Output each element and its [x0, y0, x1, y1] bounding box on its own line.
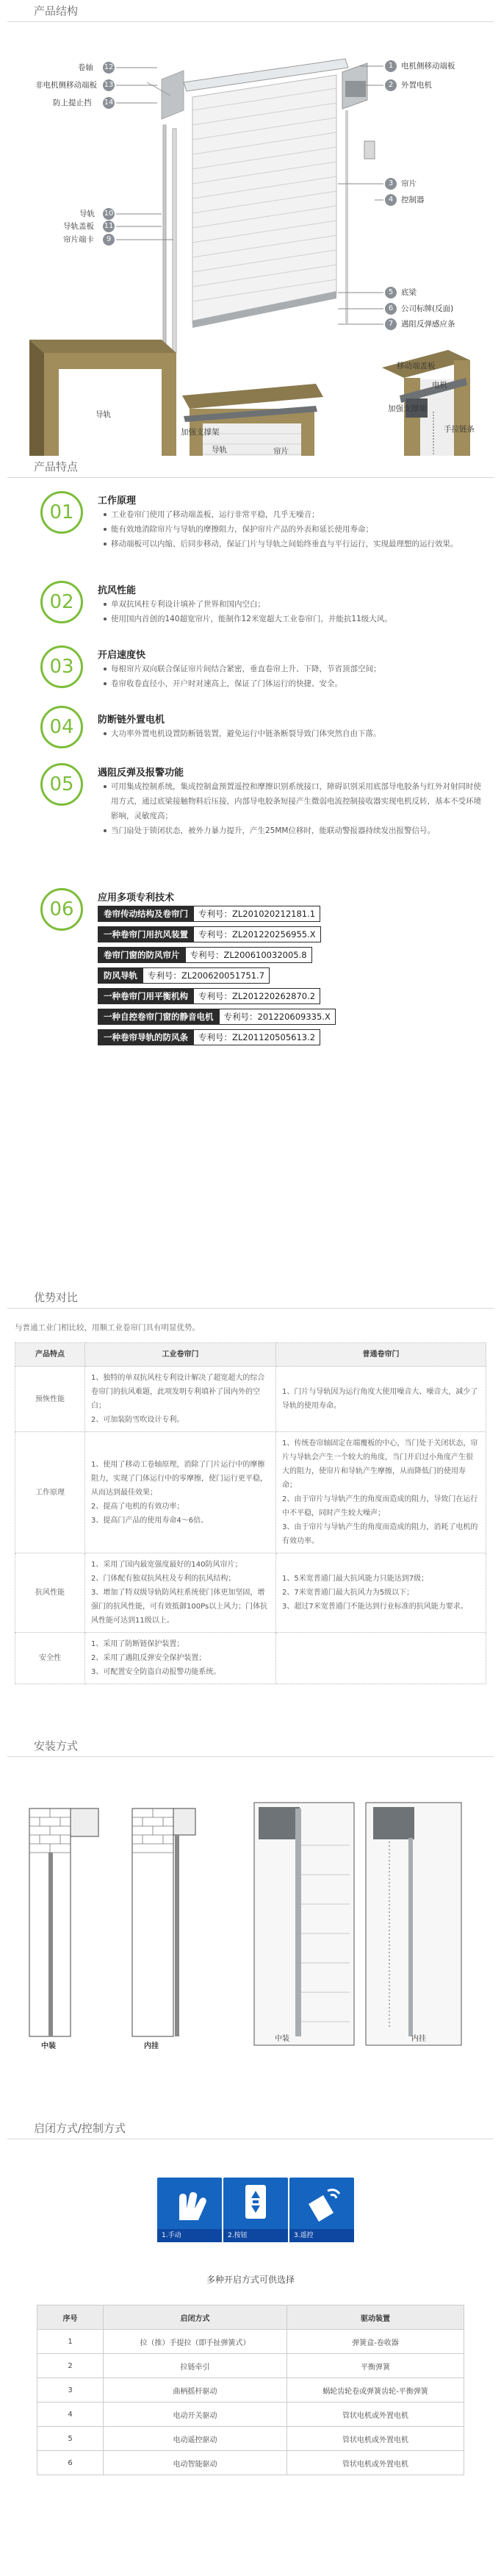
part-label-bottom-beam: 底梁: [401, 288, 417, 297]
section-heading: 产品特点: [7, 456, 494, 478]
patent-row: [98, 967, 270, 984]
patent-row: [98, 1009, 336, 1025]
table-row: [37, 2354, 464, 2378]
structure-section: [0, 0, 501, 456]
part-number-badge: 10: [103, 208, 115, 220]
table-cell-line: 2、门体配有独双抗风柱及专利的抗风结构；: [91, 1575, 236, 1583]
patent-row: [98, 906, 320, 922]
install-label-motor: 电机: [432, 381, 447, 390]
patent-number: 专利号：ZL200620051751.7: [143, 967, 270, 984]
startup-table: [37, 2305, 464, 2475]
feature-number-badge: 03: [40, 645, 83, 688]
section-heading: 产品结构: [7, 0, 494, 22]
table-cell-line: 2、采用了遇阻反弹安全保护装置；: [91, 1654, 206, 1662]
install-label-slat: 帘片: [273, 447, 289, 456]
feature-title: 开启速度快: [98, 650, 146, 661]
feature-title: 应用多项专利技术: [98, 892, 175, 904]
install-caption: 内挂: [144, 2042, 159, 2050]
table-header: 工业卷帘门: [85, 1343, 276, 1367]
table-cell-key: 预恢性能: [15, 1367, 85, 1432]
table-row: [15, 1367, 486, 1432]
table-cell: 电动开关驱动: [104, 2403, 287, 2427]
part-label-slat-clip: 帘片端卡: [63, 235, 94, 244]
compare-table: [15, 1342, 486, 1684]
part-label-axle: 卷轴: [78, 63, 93, 72]
startup-subtitle: 多种开启方式可供选择: [206, 2275, 295, 2285]
table-cell-line: 3、由于帘片与导轨产生的角度而造成的阻力，消耗了电机的有效功率。: [282, 1523, 478, 1545]
table-cell-line: 1、门片与导轨因为运行角度大使用噪音大、噪音大，减少了导轨的使用寿命。: [282, 1388, 478, 1410]
table-row: [15, 1633, 486, 1684]
table-cell-key: 安全性: [15, 1633, 85, 1684]
table-cell-line: 1、独特的单双抗风柱专利设计解决了超宽超大的综合卷帘门的抗风难题，此项发明专利填补了国内外的空白；: [91, 1374, 265, 1410]
table-row: [37, 2427, 464, 2451]
part-number-badge: 9: [103, 234, 115, 246]
part-number-badge: 11: [103, 221, 115, 232]
table-row: [37, 2330, 464, 2354]
feature-title: 抗风性能: [98, 585, 137, 596]
table-cell-line: 2、可加装防雪吹设计专利。: [91, 1416, 184, 1424]
install-label-hand-chain: 手拉链条: [444, 425, 475, 434]
install-diagrams: [0, 1735, 501, 2117]
icon-caption: 3.遥控: [289, 2229, 354, 2242]
table-cell: 蜗轮齿轮卷或弹簧齿轮-平衡弹簧: [287, 2378, 464, 2403]
patent-name: 一种自控卷帘门窗的静音电机: [98, 1009, 220, 1025]
part-label-motor: 外置电机: [401, 81, 432, 90]
part-number-badge: 7: [385, 318, 397, 330]
install-caption: 内挂: [411, 2035, 426, 2043]
patent-number: 专利号：ZL201120505613.2: [194, 1029, 320, 1045]
feature-point: 可用集成控制系统，集成控制盒预置遥控和摩擦识别系统接口，障碍识别采用底部导电胶条与红外对射同时使用方式，通过底梁接触物料后压接，内部导电胶条短接产生微弱电流控制接收器实现电机反转，基本不受环境影响，灵敏度高；: [104, 779, 486, 823]
table-cell: 平衡弹簧: [287, 2354, 464, 2378]
table-header: 普通卷帘门: [276, 1343, 486, 1367]
install-label-reinforce-left: 加强支撑架: [181, 428, 220, 437]
manual-mode-icon: [157, 2178, 222, 2242]
table-cell: 电动智能驱动: [104, 2451, 287, 2475]
feature-title: 工作原理: [98, 495, 137, 507]
table-row: [15, 1432, 486, 1553]
table-cell-line: 1、使用了移动工卷轴原理，消除了门片运行中的摩擦阻力，实现了门体运行中的零摩擦，使门运行更平稳，从而达到最佳效果；: [91, 1460, 267, 1497]
part-label-guide-rail: 导轨: [79, 210, 95, 218]
install-label-rail-left: 导轨: [95, 410, 111, 419]
table-cell: 管状电机或外置电机: [287, 2403, 464, 2427]
table-cell-line: 2、由于帘片与导轨产生的角度而造成的阻力，导致门在运行中不平稳，同时产生较大噪声；: [282, 1495, 478, 1517]
part-number-badge: 12: [103, 62, 115, 74]
table-cell: 弹簧盒-卷收器: [287, 2330, 464, 2354]
table-cell: 管状电机或外置电机: [287, 2427, 464, 2451]
patent-row: [98, 988, 320, 1004]
table-cell-key: 工作原理: [15, 1432, 85, 1553]
part-label-rail-cover: 导轨盖板: [63, 222, 94, 231]
patent-row: [98, 1029, 320, 1045]
part-label-end-plate: 非电机侧移动端板: [35, 81, 97, 90]
feature-point: 大功率外置电机设置防断链装置，避免运行中链条断裂导致门体突然自由下落。: [104, 726, 486, 741]
table-cell-line: 1、采用了防断链保护装置；: [91, 1640, 184, 1648]
table-cell-line: 3、超过7米宽普通门不能达到行业标准的抗风能力要求。: [282, 1603, 468, 1611]
table-header: 启闭方式: [104, 2305, 287, 2330]
feature-title: 遇阻反弹及报警功能: [98, 768, 184, 779]
table-cell: 管状电机或外置电机: [287, 2451, 464, 2475]
table-row: [37, 2451, 464, 2475]
patent-name: 一种卷帘门用抗风装置: [98, 926, 194, 942]
table-cell-line: 3、可配置安全防盗自动报警功能系统。: [91, 1668, 221, 1676]
table-row: [37, 2403, 464, 2427]
install-label-reinforce-right: 加强支撑架: [388, 404, 427, 413]
install-label-moving-end: 移动端盖板: [397, 362, 436, 371]
icon-caption: 2.按钮: [223, 2229, 288, 2242]
patent-name: 防风导轨: [98, 967, 143, 984]
install-caption: 中装: [275, 2035, 289, 2043]
feature-title: 防断链外置电机: [98, 715, 165, 726]
table-row: [15, 1553, 486, 1633]
table-cell-line: 1、5米宽普通门最大抗风能力只能达到7级；: [282, 1575, 429, 1583]
feature-number-badge: 02: [40, 581, 83, 623]
part-label-nameplate: 公司标牌(反面): [401, 304, 454, 313]
icon-caption: 1.手动: [157, 2229, 222, 2242]
compare-subtitle: 与普通工业门相比较，用顺工业卷帘门具有明显优势。: [15, 1323, 200, 1332]
part-label-stopper: 防上提止挡: [53, 99, 92, 107]
feature-number-badge: 05: [40, 763, 83, 806]
table-cell-line: 2、7米宽普通门最大抗风力为5级以下；: [282, 1589, 414, 1597]
section-heading: 优势对比: [7, 1287, 494, 1309]
table-cell: 曲柄摇杆驱动: [104, 2378, 287, 2403]
part-number-badge: 14: [103, 97, 115, 109]
button-mode-icon: [223, 2178, 288, 2242]
feature-point: 移动端板可以内缩、后同步移动，保证门片与导轨之间始终垂直与平行运行，实现最理想的运行效果。: [104, 537, 486, 551]
feature-point: 卷帘收卷直径小，开户时对速高上，保证了门体运行的快捷、安全。: [104, 676, 486, 691]
patent-number: 专利号：ZL201020212181.1: [194, 906, 320, 922]
feature-point: 能有效地消除帘片与导轨的摩擦阻力，保护帘片产品的外表和延长使用寿命；: [104, 522, 486, 537]
table-cell-line: 2、提高了电机的有效功率；: [91, 1502, 184, 1511]
remote-mode-icon: [289, 2178, 354, 2242]
patent-number: 专利号：ZL201220256955.X: [194, 926, 321, 942]
part-number-badge: 4: [385, 194, 397, 206]
table-cell: 5: [37, 2427, 104, 2451]
table-cell-key: 抗风性能: [15, 1553, 85, 1633]
install-section: [0, 1735, 501, 2117]
table-header: 驱动装置: [287, 2305, 464, 2330]
startup-section: [0, 2117, 501, 2576]
part-number-badge: 2: [385, 79, 397, 91]
patent-name: 一种卷帘门用平衡机构: [98, 988, 194, 1004]
part-number-badge: 6: [385, 303, 397, 315]
feature-number-badge: 04: [40, 706, 83, 748]
patent-number: 专利号：ZL200610032005.8: [186, 947, 312, 963]
table-cell: 2: [37, 2354, 104, 2378]
feature-number-badge: 06: [40, 888, 83, 931]
table-cell: 拉（推）手提拉（即手扯弹簧式）: [104, 2330, 287, 2354]
patent-number: 专利号：ZL201220262870.2: [194, 988, 320, 1004]
part-number-badge: 13: [103, 79, 115, 91]
feature-point: 每根帘片双向联合保证帘片间结合紧密，垂直卷帘上升、下降，节省顶部空间；: [104, 662, 486, 676]
feature-number-badge: 01: [40, 491, 83, 534]
patent-row: [98, 926, 321, 942]
patent-row: [98, 947, 312, 963]
feature-point: 工业卷帘门使用了移动端盖板，运行非常平稳，几乎无噪音；: [104, 507, 486, 522]
install-label-rail-middle: 导轨: [212, 446, 227, 454]
table-cell-line: 1、传统卷帘轴固定在端覆板的中心，当门处于关闭状态，帘片与导轨会产生一个较大的角度，当门开启过小角度产生很大的阻力，使帘片和导轨产生摩擦，从而降低门的使用寿命；: [282, 1439, 478, 1489]
part-label-slat: 帘片: [401, 179, 417, 188]
table-header: 产品特点: [15, 1343, 85, 1367]
install-caption: 中装: [41, 2042, 56, 2050]
part-number-badge: 5: [385, 287, 397, 298]
table-cell: 4: [37, 2403, 104, 2427]
part-number-badge: 1: [385, 60, 397, 72]
table-row: [37, 2378, 464, 2403]
table-cell-line: 1、采用了国内最宽强度最好的140防风帘片；: [91, 1561, 242, 1569]
table-cell-line: 3、提高门产品的使用寿命4～6倍。: [91, 1516, 209, 1525]
feature-point: 单双抗风柱专利设计填补了世界和国内空白；: [104, 597, 486, 612]
patent-number: 专利号：201220609335.X: [220, 1009, 336, 1025]
part-label-sensor-strip: 遇阻反弹感应条: [401, 320, 455, 329]
feature-point: 当门扇处于锁闭状态，被外力暴力提升，产生25MM位移时，能联动警报器持续发出报警信号。: [104, 823, 486, 838]
patent-name: 卷帘传动结构及卷帘门: [98, 906, 194, 922]
compare-section: [0, 1287, 501, 1735]
table-cell: 1: [37, 2330, 104, 2354]
table-cell: 电动遥控驱动: [104, 2427, 287, 2451]
patent-name: 一种卷帘导轨的防风条: [98, 1029, 194, 1045]
section-heading: 安装方式: [7, 1735, 494, 1757]
section-heading: 启闭方式/控制方式: [7, 2117, 494, 2139]
patent-name: 卷帘门窗的防风帘片: [98, 947, 186, 963]
table-cell: 3: [37, 2378, 104, 2403]
table-cell: 拉链牵引: [104, 2354, 287, 2378]
table-cell: 6: [37, 2451, 104, 2475]
table-header: 序号: [37, 2305, 104, 2330]
table-cell-line: 3、增加了特双级导轨防风柱系统使门体更加坚固，增强门的抗风性能，可有效抵御100Ps以上风力；门体抗风性能可达到11级以上。: [91, 1589, 268, 1625]
part-number-badge: 3: [385, 178, 397, 190]
part-label-controller: 控制器: [401, 196, 425, 204]
features-section: [0, 456, 501, 1287]
part-label-motor-end-plate: 电机侧移动端板: [401, 62, 455, 71]
feature-point: 使用国内首创的140超宽帘片，能制作12米宽超大工业卷帘门，并能抗11级大风。: [104, 612, 486, 626]
